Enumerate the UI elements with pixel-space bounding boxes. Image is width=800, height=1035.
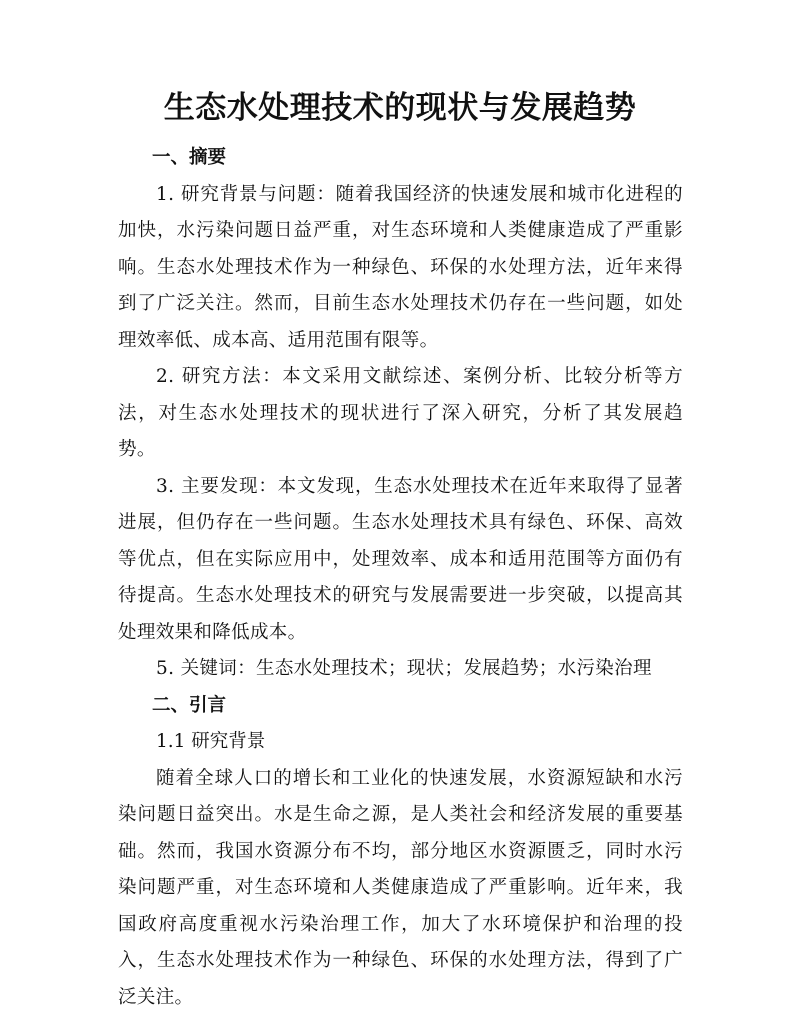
document-body <box>118 140 683 1016</box>
subsection-heading-background: 1.1 研究背景 <box>156 731 266 752</box>
abstract-paragraph-keywords: 5. 关键词：生态水处理技术；现状；发展趋势；水污染治理 <box>156 658 652 679</box>
section-heading-introduction: 二、引言 <box>152 694 227 716</box>
introduction-paragraph: 随着全球人口的增长和工业化的快速发展，水资源短缺和水污染问题日益突出。水是生命之源，是人类社会和经济发展的重要基础。然而，我国水资源分布不均，部分地区水资源匮乏，同时水污染问题严重，对生态环境和人类健康造成了严重影响。近年来，我国政府高度重视水污染治理工作，加大了水环境保护和治理的投入，生态水处理技术作为一种绿色、环保的水处理方法，得到了广泛关注。 <box>118 767 683 1008</box>
document-title: 生态水处理技术的现状与发展趋势 <box>163 90 637 126</box>
abstract-paragraph-findings: 3. 主要发现：本文发现，生态水处理技术在近年来取得了显著进展，但仍存在一些问题。生态水处理技术具有绿色、环保、高效等优点，但在实际应用中，处理效率、成本和适用范围等方面仍有待提高。生态水处理技术的研究与发展需要进一步突破，以提高其处理效果和降低成本。 <box>118 475 683 643</box>
section-heading-abstract: 一、摘要 <box>152 147 227 168</box>
abstract-paragraph-methods: 2. 研究方法：本文采用文献综述、案例分析、比较分析等方法，对生态水处理技术的现状进行了深入研究，分析了其发展趋势。 <box>118 366 683 460</box>
abstract-paragraph-background: 1. 研究背景与问题：随着我国经济的快速发展和城市化进程的加快，水污染问题日益严重，对生态环境和人类健康造成了严重影响。生态水处理技术作为一种绿色、环保的水处理方法，近年来得到了广泛关注。然而，目前生态水处理技术仍存在一些问题，如处理效率低、成本高、适用范围有限等。 <box>118 183 683 351</box>
